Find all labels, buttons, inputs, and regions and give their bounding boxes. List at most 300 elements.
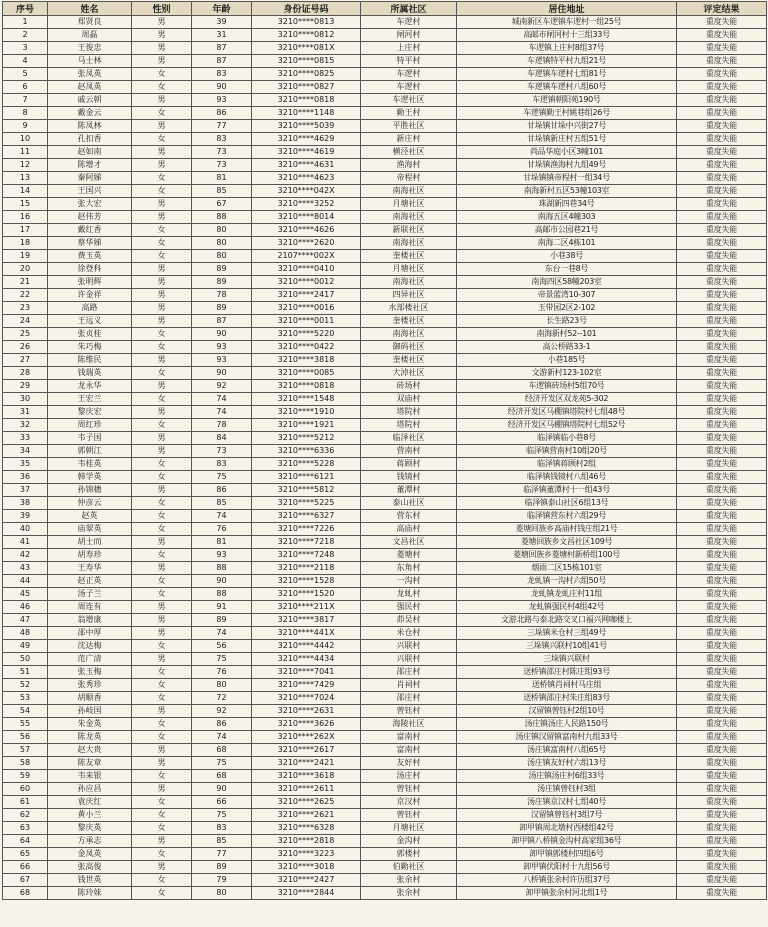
header-index: 序号: [3, 2, 48, 16]
cell-address: 龙虬镇龙虬庄村11组: [457, 588, 677, 601]
table-row: [3, 250, 767, 263]
cell-age: 85: [192, 497, 252, 510]
cell-address: 小巷38号: [457, 250, 677, 263]
cell-community: 月塘社区: [361, 822, 457, 835]
cell-community: 肖祠村: [361, 679, 457, 692]
cell-name: 胡顺香: [48, 692, 132, 705]
cell-age: 86: [192, 718, 252, 731]
cell-age: 75: [192, 757, 252, 770]
table-row: [3, 601, 767, 614]
cell-name: 孙应昌: [48, 783, 132, 796]
cell-age: 56: [192, 640, 252, 653]
cell-name: 孙岐国: [48, 705, 132, 718]
table-row: [3, 159, 767, 172]
cell-community: 奎楼社区: [361, 315, 457, 328]
cell-address: 甘垛镇镇帝程村一组34号: [457, 172, 677, 185]
cell-community: 特平村: [361, 55, 457, 68]
cell-id-number: 3210****6327: [252, 510, 361, 523]
cell-gender: 女: [132, 172, 192, 185]
table-row: [3, 549, 767, 562]
cell-community: 南海社区: [361, 237, 457, 250]
table-row: [3, 744, 767, 757]
cell-id-number: 3210****0818: [252, 94, 361, 107]
cell-id-number: 3210****4619: [252, 146, 361, 159]
cell-name: 张玉梅: [48, 666, 132, 679]
cell-community: 双庙村: [361, 393, 457, 406]
cell-id-number: 3210****042X: [252, 185, 361, 198]
cell-index: 34: [3, 445, 48, 458]
cell-community: 南海社区: [361, 185, 457, 198]
cell-age: 88: [192, 588, 252, 601]
cell-gender: 男: [132, 484, 192, 497]
cell-community: 海陵社区: [361, 718, 457, 731]
table-row: [3, 68, 767, 81]
cell-name: 陈凤林: [48, 120, 132, 133]
cell-age: 76: [192, 523, 252, 536]
cell-gender: 男: [132, 263, 192, 276]
cell-index: 52: [3, 679, 48, 692]
cell-name: 韦来银: [48, 770, 132, 783]
cell-name: 郭朝江: [48, 445, 132, 458]
cell-gender: 男: [132, 29, 192, 42]
cell-id-number: 3210****6328: [252, 822, 361, 835]
cell-age: 92: [192, 705, 252, 718]
cell-id-number: 3210****2620: [252, 237, 361, 250]
cell-result: 重度失能: [677, 692, 767, 705]
cell-id-number: 3210****0815: [252, 55, 361, 68]
cell-index: 1: [3, 16, 48, 29]
cell-result: 重度失能: [677, 172, 767, 185]
cell-index: 4: [3, 55, 48, 68]
cell-name: 张高俊: [48, 861, 132, 874]
cell-age: 88: [192, 562, 252, 575]
cell-community: 车逻村: [361, 16, 457, 29]
cell-community: 塔院村: [361, 406, 457, 419]
cell-address: 车逻镇砖场村5组70号: [457, 380, 677, 393]
table-row: [3, 120, 767, 133]
cell-age: 74: [192, 731, 252, 744]
cell-name: 方承志: [48, 835, 132, 848]
table-row: [3, 276, 767, 289]
cell-community: 车逻村: [361, 81, 457, 94]
cell-community: 御码社区: [361, 341, 457, 354]
cell-gender: 女: [132, 887, 192, 900]
cell-address: 汤庄镇汤庄人民路150号: [457, 718, 677, 731]
cell-id-number: 3210****2844: [252, 887, 361, 900]
cell-address: 临泽镇营南村10组20号: [457, 445, 677, 458]
cell-gender: 女: [132, 848, 192, 861]
cell-community: 勤王村: [361, 107, 457, 120]
cell-community: 兴联村: [361, 653, 457, 666]
cell-result: 重度失能: [677, 367, 767, 380]
cell-id-number: 3210****4623: [252, 172, 361, 185]
cell-age: 80: [192, 250, 252, 263]
cell-gender: 男: [132, 536, 192, 549]
table-row: [3, 29, 767, 42]
cell-gender: 女: [132, 471, 192, 484]
cell-index: 38: [3, 497, 48, 510]
cell-age: 81: [192, 172, 252, 185]
cell-address: 龙虬镇强民村4组42号: [457, 601, 677, 614]
cell-result: 重度失能: [677, 328, 767, 341]
cell-address: 甘垛镇新庄村五组51号: [457, 133, 677, 146]
cell-name: 周连有: [48, 601, 132, 614]
cell-address: 车逻镇车逻村七组81号: [457, 68, 677, 81]
cell-name: 汤子兰: [48, 588, 132, 601]
cell-result: 重度失能: [677, 731, 767, 744]
cell-name: 戚云朝: [48, 94, 132, 107]
cell-age: 75: [192, 653, 252, 666]
cell-result: 重度失能: [677, 42, 767, 55]
header-id-number: 身份证号码: [252, 2, 361, 16]
cell-age: 90: [192, 367, 252, 380]
table-row: [3, 536, 767, 549]
cell-name: 韦桂英: [48, 458, 132, 471]
cell-index: 29: [3, 380, 48, 393]
cell-gender: 女: [132, 549, 192, 562]
cell-gender: 男: [132, 354, 192, 367]
table-row: [3, 341, 767, 354]
cell-result: 重度失能: [677, 510, 767, 523]
cell-index: 32: [3, 419, 48, 432]
cell-gender: 女: [132, 419, 192, 432]
cell-age: 93: [192, 549, 252, 562]
cell-index: 14: [3, 185, 48, 198]
table-row: [3, 523, 767, 536]
cell-name: 赵伟芳: [48, 211, 132, 224]
cell-community: 新联社区: [361, 224, 457, 237]
cell-result: 重度失能: [677, 523, 767, 536]
cell-name: 郑贤良: [48, 16, 132, 29]
cell-id-number: 3210****0410: [252, 263, 361, 276]
cell-age: 74: [192, 393, 252, 406]
cell-index: 27: [3, 354, 48, 367]
table-row: [3, 458, 767, 471]
cell-gender: 女: [132, 692, 192, 705]
cell-id-number: 3210****4631: [252, 159, 361, 172]
cell-gender: 女: [132, 731, 192, 744]
cell-community: 京汉村: [361, 796, 457, 809]
cell-name: 钱瑞英: [48, 367, 132, 380]
cell-index: 12: [3, 159, 48, 172]
cell-result: 重度失能: [677, 640, 767, 653]
cell-result: 重度失能: [677, 666, 767, 679]
cell-result: 重度失能: [677, 120, 767, 133]
cell-index: 30: [3, 393, 48, 406]
cell-name: 赵凤英: [48, 81, 132, 94]
cell-age: 89: [192, 861, 252, 874]
cell-result: 重度失能: [677, 276, 767, 289]
table-row: [3, 692, 767, 705]
cell-result: 重度失能: [677, 887, 767, 900]
cell-address: 南海四区58幢203室: [457, 276, 677, 289]
cell-index: 9: [3, 120, 48, 133]
cell-id-number: 3210****4434: [252, 653, 361, 666]
cell-community: 曾钰村: [361, 705, 457, 718]
cell-community: 月塘社区: [361, 263, 457, 276]
cell-address: 甘垛镇渔海村九组49号: [457, 159, 677, 172]
cell-gender: 男: [132, 315, 192, 328]
cell-id-number: 3210****5220: [252, 328, 361, 341]
cell-result: 重度失能: [677, 484, 767, 497]
cell-gender: 男: [132, 159, 192, 172]
cell-name: 仲彦云: [48, 497, 132, 510]
cell-gender: 男: [132, 562, 192, 575]
cell-address: 高邮市闸河村十三组33号: [457, 29, 677, 42]
cell-community: 月塘社区: [361, 198, 457, 211]
cell-address: 南海新村五区53幢103室: [457, 185, 677, 198]
cell-id-number: 3210****2118: [252, 562, 361, 575]
cell-community: 闸河村: [361, 29, 457, 42]
cell-result: 重度失能: [677, 432, 767, 445]
cell-name: 黎庆宏: [48, 406, 132, 419]
cell-id-number: 3210****0422: [252, 341, 361, 354]
table-row: [3, 315, 767, 328]
cell-result: 重度失能: [677, 627, 767, 640]
cell-gender: 男: [132, 198, 192, 211]
cell-gender: 男: [132, 406, 192, 419]
cell-result: 重度失能: [677, 861, 767, 874]
cell-result: 重度失能: [677, 796, 767, 809]
cell-address: 尚品华庭小区3幢101: [457, 146, 677, 159]
table-row: [3, 42, 767, 55]
cell-id-number: 3210****5225: [252, 497, 361, 510]
cell-name: 黄小兰: [48, 809, 132, 822]
cell-address: 临泽镇泰山社区6组13号: [457, 497, 677, 510]
cell-result: 重度失能: [677, 575, 767, 588]
cell-name: 韦子国: [48, 432, 132, 445]
cell-gender: 女: [132, 523, 192, 536]
cell-gender: 女: [132, 874, 192, 887]
cell-address: 东台一巷8号: [457, 263, 677, 276]
cell-result: 重度失能: [677, 757, 767, 770]
cell-index: 61: [3, 796, 48, 809]
table-row: [3, 55, 767, 68]
cell-address: 珠湖新四巷34号: [457, 198, 677, 211]
table-row: [3, 653, 767, 666]
cell-community: 新庄村: [361, 133, 457, 146]
cell-age: 67: [192, 198, 252, 211]
cell-address: 城南新区车逻镇车逻村一组25号: [457, 16, 677, 29]
cell-address: 汤庄镇京汉村七组40号: [457, 796, 677, 809]
cell-name: 张贞桂: [48, 328, 132, 341]
cell-address: 汤庄镇汤庄村6组33号: [457, 770, 677, 783]
cell-community: 曾钰村: [361, 783, 457, 796]
cell-name: 张凤英: [48, 68, 132, 81]
cell-index: 2: [3, 29, 48, 42]
cell-age: 72: [192, 692, 252, 705]
cell-result: 重度失能: [677, 81, 767, 94]
cell-index: 59: [3, 770, 48, 783]
cell-index: 20: [3, 263, 48, 276]
table-row: [3, 211, 767, 224]
cell-result: 重度失能: [677, 406, 767, 419]
cell-index: 31: [3, 406, 48, 419]
cell-id-number: 3210****2818: [252, 835, 361, 848]
cell-address: 三垛镇米仓村三组49号: [457, 627, 677, 640]
table-row: [3, 770, 767, 783]
cell-index: 60: [3, 783, 48, 796]
cell-id-number: 3210****2621: [252, 809, 361, 822]
cell-id-number: 3210****1528: [252, 575, 361, 588]
cell-gender: 女: [132, 250, 192, 263]
cell-result: 重度失能: [677, 848, 767, 861]
table-row: [3, 328, 767, 341]
cell-index: 16: [3, 211, 48, 224]
cell-age: 86: [192, 107, 252, 120]
cell-id-number: 3210****3618: [252, 770, 361, 783]
cell-result: 重度失能: [677, 536, 767, 549]
cell-age: 81: [192, 536, 252, 549]
cell-index: 22: [3, 289, 48, 302]
cell-name: 袁庆红: [48, 796, 132, 809]
cell-name: 钱世英: [48, 874, 132, 887]
cell-index: 45: [3, 588, 48, 601]
cell-gender: 男: [132, 276, 192, 289]
cell-gender: 男: [132, 94, 192, 107]
cell-result: 重度失能: [677, 744, 767, 757]
cell-id-number: 3210****1548: [252, 393, 361, 406]
cell-result: 重度失能: [677, 562, 767, 575]
cell-community: 车逻村: [361, 68, 457, 81]
cell-address: 汤庄镇汉留镇富南村九组33号: [457, 731, 677, 744]
cell-address: 三垛镇兴联村: [457, 653, 677, 666]
cell-gender: 男: [132, 705, 192, 718]
cell-index: 28: [3, 367, 48, 380]
cell-community: 郭楼村: [361, 848, 457, 861]
cell-index: 49: [3, 640, 48, 653]
cell-gender: 女: [132, 718, 192, 731]
cell-id-number: 3210****0085: [252, 367, 361, 380]
cell-name: 周红珍: [48, 419, 132, 432]
table-header-row: [3, 2, 767, 16]
cell-address: 小巷185号: [457, 354, 677, 367]
cell-result: 重度失能: [677, 380, 767, 393]
table-row: [3, 471, 767, 484]
cell-gender: 女: [132, 133, 192, 146]
cell-name: 庙翠英: [48, 523, 132, 536]
cell-result: 重度失能: [677, 198, 767, 211]
table-row: [3, 289, 767, 302]
cell-index: 18: [3, 237, 48, 250]
table-row: [3, 874, 767, 887]
cell-result: 重度失能: [677, 393, 767, 406]
table-row: [3, 419, 767, 432]
cell-index: 5: [3, 68, 48, 81]
cell-name: 周磊: [48, 29, 132, 42]
cell-gender: 男: [132, 757, 192, 770]
cell-result: 重度失能: [677, 419, 767, 432]
cell-name: 黎庆英: [48, 822, 132, 835]
cell-address: 送桥镇邵庄村朱庄组83号: [457, 692, 677, 705]
cell-community: 南海社区: [361, 211, 457, 224]
cell-community: 蒋顾村: [361, 458, 457, 471]
cell-community: 砖场村: [361, 380, 457, 393]
cell-name: 戴红香: [48, 224, 132, 237]
cell-community: 南海社区: [361, 328, 457, 341]
table-row: [3, 809, 767, 822]
cell-gender: 女: [132, 393, 192, 406]
cell-name: 王俊忠: [48, 42, 132, 55]
cell-gender: 男: [132, 146, 192, 159]
cell-index: 57: [3, 744, 48, 757]
cell-age: 77: [192, 120, 252, 133]
cell-index: 51: [3, 666, 48, 679]
cell-id-number: 3210****3817: [252, 614, 361, 627]
cell-index: 24: [3, 315, 48, 328]
table-row: [3, 497, 767, 510]
cell-result: 重度失能: [677, 68, 767, 81]
cell-index: 41: [3, 536, 48, 549]
cell-gender: 女: [132, 81, 192, 94]
cell-result: 重度失能: [677, 16, 767, 29]
cell-id-number: 3210****4629: [252, 133, 361, 146]
cell-age: 74: [192, 510, 252, 523]
cell-id-number: 3210****8014: [252, 211, 361, 224]
table-row: [3, 588, 767, 601]
table-row: [3, 757, 767, 770]
cell-address: 玉带园2区2-102: [457, 302, 677, 315]
header-address: 居住地址: [457, 2, 677, 16]
cell-community: 张余村: [361, 874, 457, 887]
cell-index: 3: [3, 42, 48, 55]
cell-age: 91: [192, 601, 252, 614]
cell-result: 重度失能: [677, 770, 767, 783]
cell-name: 马士林: [48, 55, 132, 68]
cell-name: 范广清: [48, 653, 132, 666]
cell-index: 55: [3, 718, 48, 731]
cell-address: 南海五区4幢303: [457, 211, 677, 224]
cell-address: 南海二区4栋101: [457, 237, 677, 250]
cell-gender: 女: [132, 185, 192, 198]
cell-id-number: 3210****2611: [252, 783, 361, 796]
cell-result: 重度失能: [677, 29, 767, 42]
table-row: [3, 224, 767, 237]
cell-age: 80: [192, 887, 252, 900]
cell-result: 重度失能: [677, 341, 767, 354]
cell-name: 许金祥: [48, 289, 132, 302]
cell-result: 重度失能: [677, 289, 767, 302]
cell-index: 33: [3, 432, 48, 445]
cell-address: 龙虬镇一沟村六组50号: [457, 575, 677, 588]
cell-address: 送桥镇邵庄村陈庄组93号: [457, 666, 677, 679]
cell-age: 90: [192, 81, 252, 94]
cell-community: 奎楼社区: [361, 250, 457, 263]
cell-gender: 女: [132, 640, 192, 653]
table-row: [3, 783, 767, 796]
cell-community: 临泽社区: [361, 432, 457, 445]
cell-gender: 男: [132, 601, 192, 614]
cell-index: 25: [3, 328, 48, 341]
cell-index: 43: [3, 562, 48, 575]
cell-result: 重度失能: [677, 588, 767, 601]
cell-name: 朱巧梅: [48, 341, 132, 354]
cell-result: 重度失能: [677, 133, 767, 146]
cell-age: 84: [192, 432, 252, 445]
cell-index: 58: [3, 757, 48, 770]
cell-address: 临泽镇蒋顾村2组: [457, 458, 677, 471]
cell-result: 重度失能: [677, 211, 767, 224]
table-row: [3, 614, 767, 627]
cell-gender: 女: [132, 68, 192, 81]
cell-age: 76: [192, 666, 252, 679]
cell-age: 90: [192, 575, 252, 588]
cell-name: 胡士而: [48, 536, 132, 549]
cell-name: 王寿华: [48, 562, 132, 575]
cell-index: 48: [3, 627, 48, 640]
cell-id-number: 3210****7218: [252, 536, 361, 549]
table-row: [3, 146, 767, 159]
